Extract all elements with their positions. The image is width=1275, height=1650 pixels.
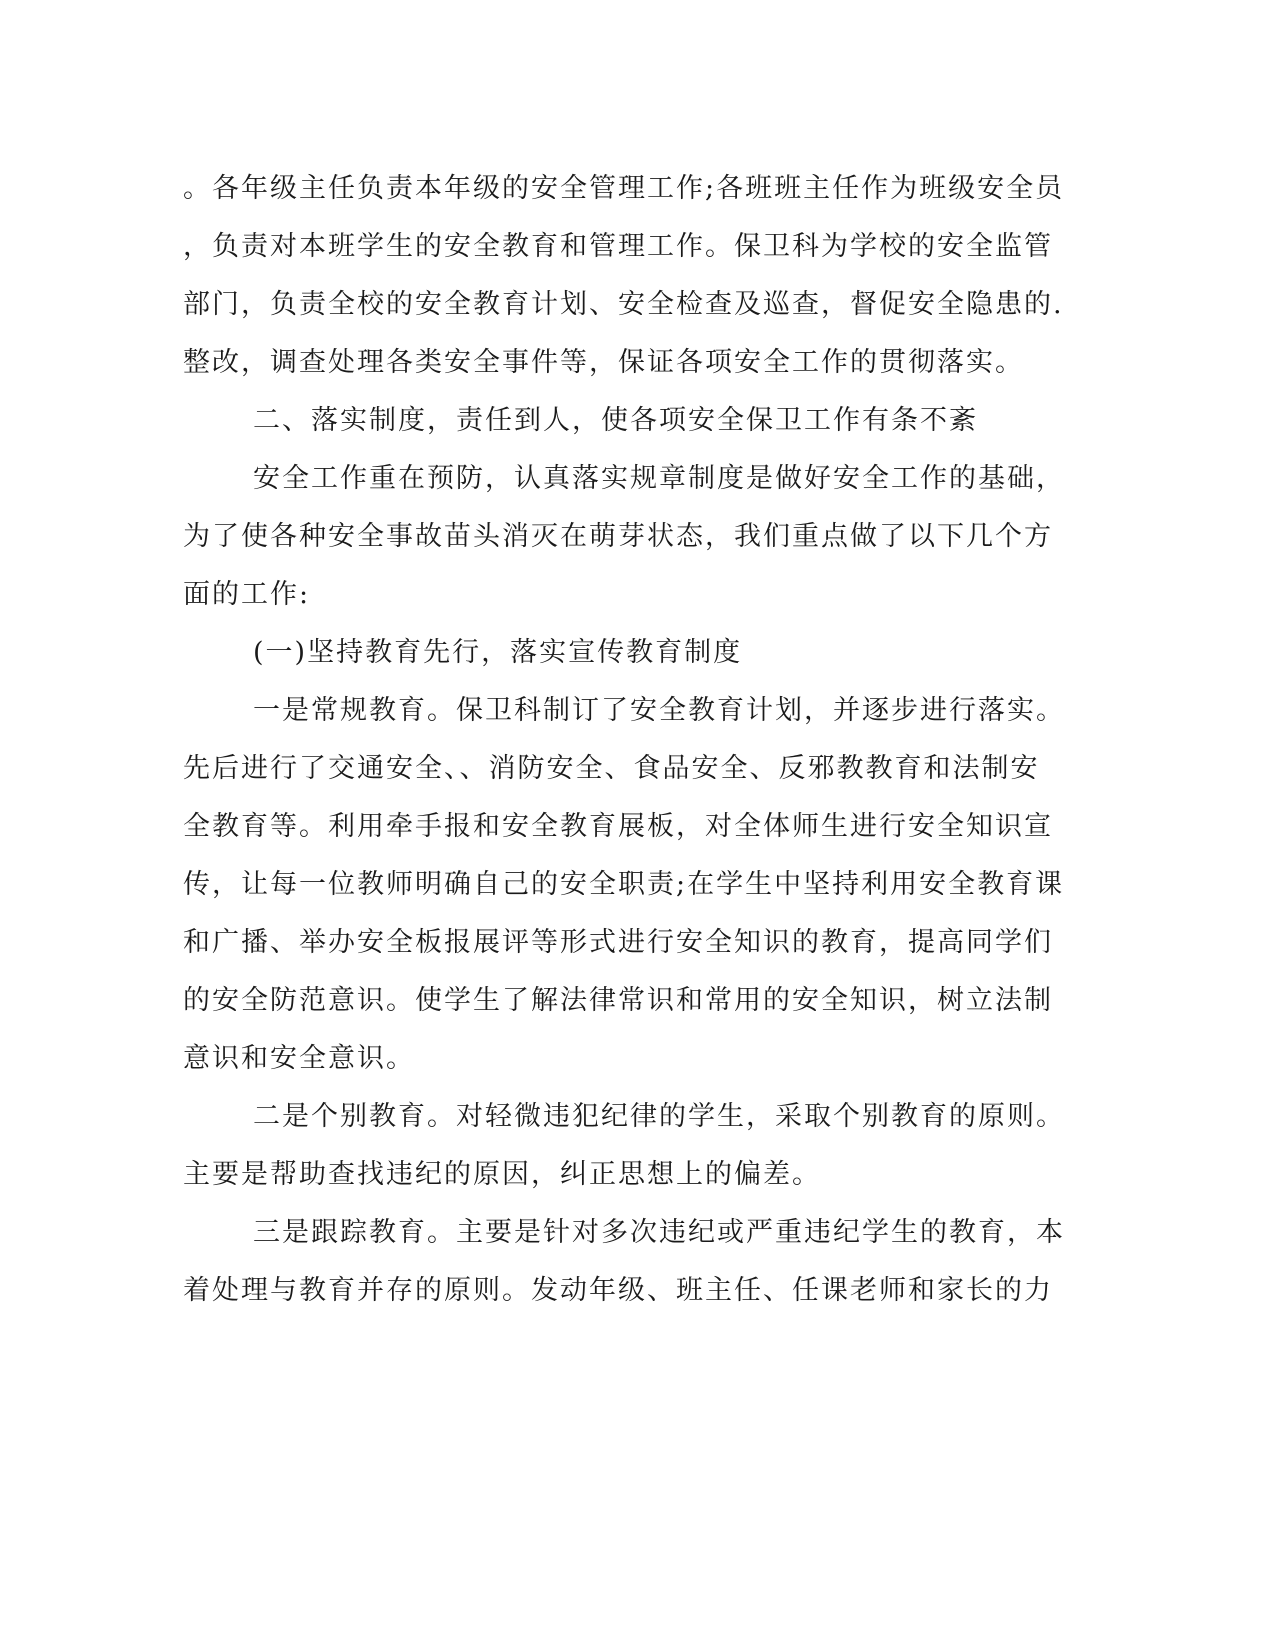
paragraph-start: 一是常规教育。保卫科制订了安全教育计划，并逐步进行落实。 xyxy=(253,695,1065,726)
subsection-heading: (一)坚持教育先行，落实宣传教育制度 xyxy=(253,637,743,668)
text-line: 传，让每一位教师明确自己的安全职责;在学生中坚持利用安全教育课 xyxy=(183,869,1065,900)
text-line: ，负责对本班学生的安全教育和管理工作。保卫科为学校的安全监管 xyxy=(183,231,1053,262)
text-line: 先后进行了交通安全、、消防安全、食品安全、反邪教教育和法制安 xyxy=(183,753,1040,784)
paragraph-start: 安全工作重在预防，认真落实规章制度是做好安全工作的基础， xyxy=(253,463,1065,494)
paragraph-start: 二是个别教育。对轻微违犯纪律的学生，采取个别教育的原则。 xyxy=(253,1101,1065,1132)
section-heading: 二、落实制度，责任到人，使各项安全保卫工作有条不紊 xyxy=(253,405,978,436)
text-line: 部门，负责全校的安全教育计划、安全检查及巡查，督促安全隐患的. xyxy=(183,289,1064,320)
text-line: 意识和安全意识。 xyxy=(183,1043,415,1074)
text-line: 主要是帮助查找违纪的原因，纠正思想上的偏差。 xyxy=(183,1159,821,1190)
text-line: 。各年级主任负责本年级的安全管理工作;各班班主任作为班级安全员 xyxy=(183,173,1065,204)
document-body xyxy=(183,160,1065,1320)
text-line: 整改，调查处理各类安全事件等，保证各项安全工作的贯彻落实。 xyxy=(183,347,1024,378)
text-line: 面的工作: xyxy=(183,579,311,610)
text-line: 全教育等。利用牵手报和安全教育展板，对全体师生进行安全知识宣 xyxy=(183,811,1053,842)
text-line: 和广播、举办安全板报展评等形式进行安全知识的教育，提高同学们 xyxy=(183,927,1053,958)
text-line: 的安全防范意识。使学生了解法律常识和常用的安全知识，树立法制 xyxy=(183,985,1053,1016)
paragraph-start: 三是跟踪教育。主要是针对多次违纪或严重违纪学生的教育，本 xyxy=(253,1217,1065,1248)
text-line: 为了使各种安全事故苗头消灭在萌芽状态，我们重点做了以下几个方 xyxy=(183,521,1053,552)
text-line: 着处理与教育并存的原则。发动年级、班主任、任课老师和家长的力 xyxy=(183,1275,1053,1306)
